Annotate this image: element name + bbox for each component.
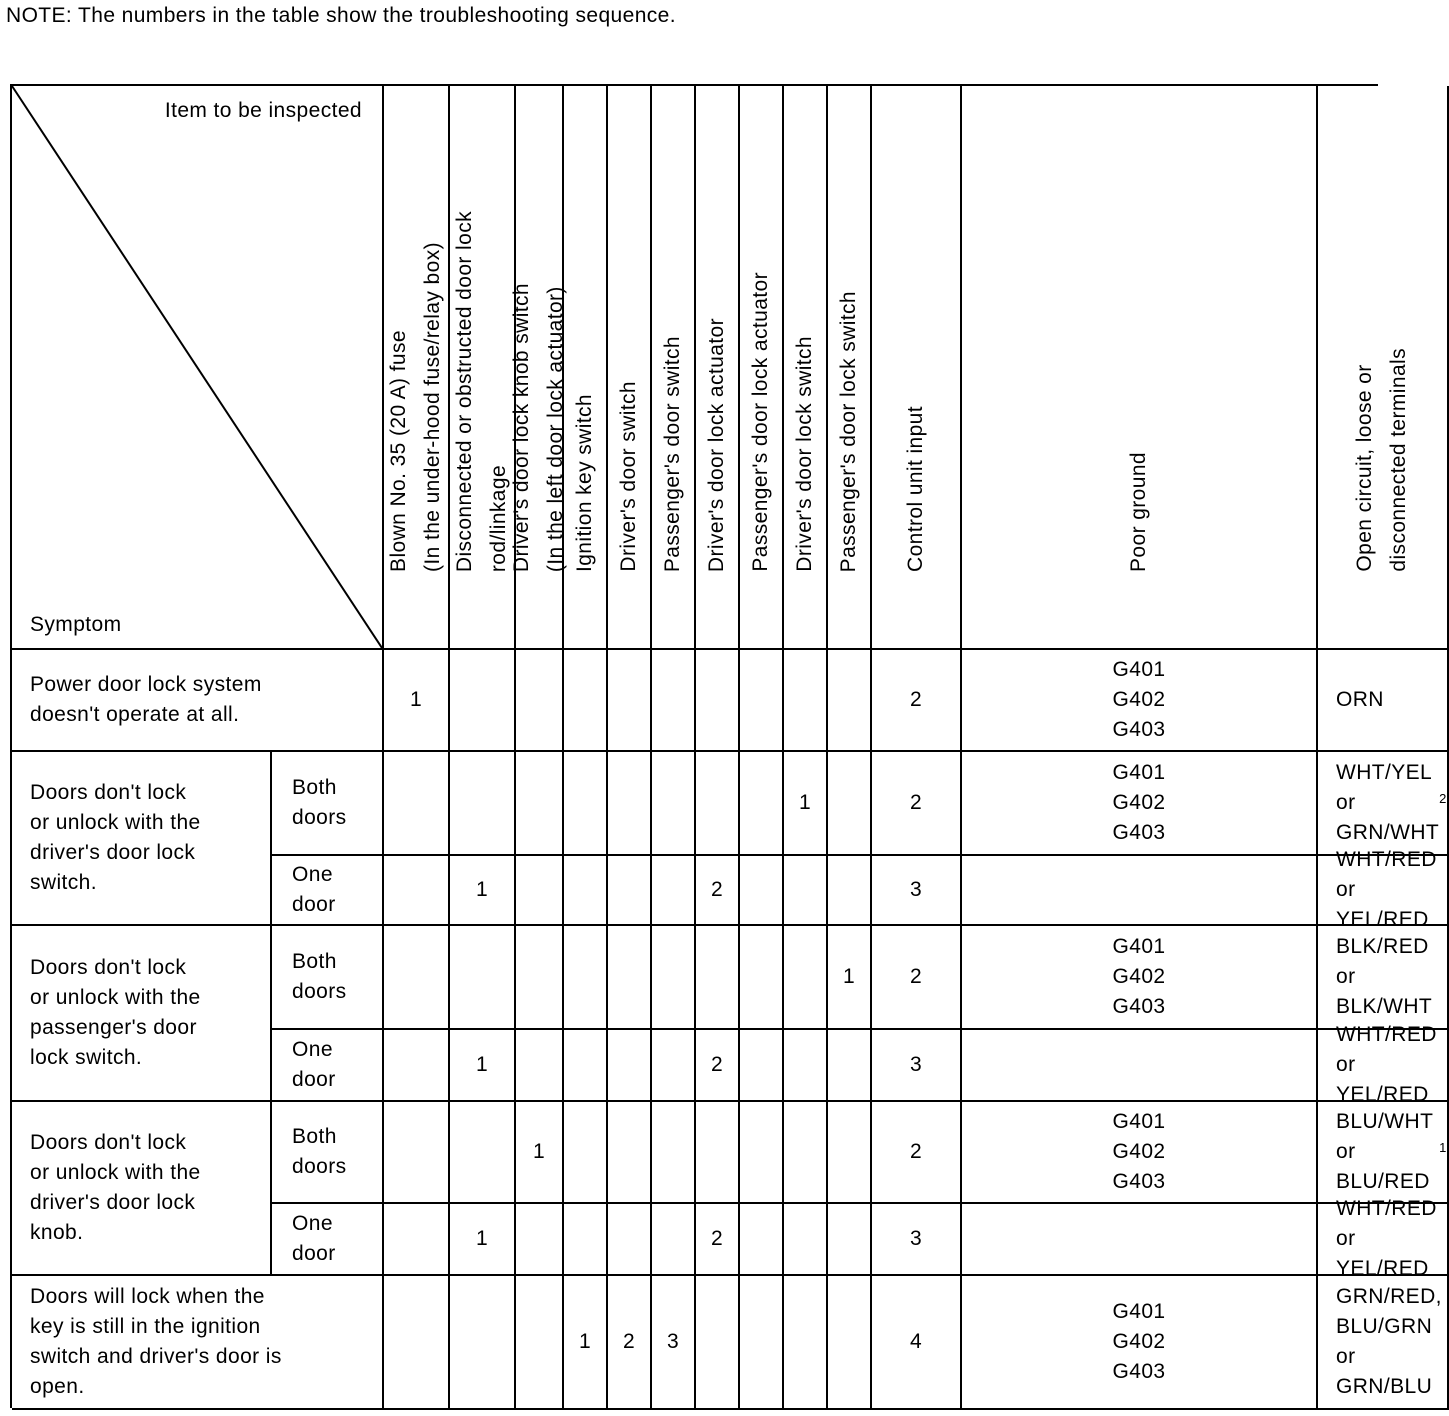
sequence-cell: 1 (450, 856, 516, 926)
sequence-cell: 1 (516, 1102, 564, 1204)
sequence-cell (608, 1102, 652, 1204)
note-text: NOTE: The numbers in the table show the troubleshooting sequence. (6, 4, 676, 27)
poor-ground-cell: G401 G402 G403 (962, 752, 1318, 856)
sequence-cell (828, 752, 872, 856)
sequence-cell (384, 1204, 450, 1276)
sequence-cell (564, 856, 608, 926)
footnote-marker: 1 (1439, 1140, 1447, 1155)
sequence-cell (384, 1030, 450, 1102)
sequence-cell (828, 1204, 872, 1276)
column-header (652, 86, 696, 650)
wire-color-text: GRN/RED, BLU/GRN or GRN/BLU (1336, 1285, 1442, 1398)
sequence-cell (784, 1030, 828, 1102)
column-header (828, 86, 872, 650)
sequence-cell: 1 (828, 926, 872, 1030)
door-scope-cell: One door (272, 1204, 384, 1276)
wire-circuit-cell (1318, 1023, 1449, 1106)
sequence-cell: 2 (696, 856, 740, 926)
symptom-cell: Doors will lock when the key is still in the ignition switch and driver's door is open. (12, 1276, 384, 1410)
symptom-cell: Doors don't lock or unlock with the driver's door lock switch. (12, 752, 272, 926)
sequence-cell (516, 856, 564, 926)
wire-color-text: WHT/RED or YEL/RED (1336, 1197, 1437, 1280)
poor-ground-cell: G401 G402 G403 (962, 926, 1318, 1030)
sequence-cell (784, 650, 828, 752)
sequence-cell (564, 1204, 608, 1276)
sequence-cell (828, 1276, 872, 1410)
column-header (608, 86, 652, 650)
sequence-cell (740, 1276, 784, 1410)
column-header-label: Passenger's door lock actuator (749, 272, 772, 572)
sequence-cell (740, 752, 784, 856)
column-header-label: Ignition key switch (573, 393, 596, 572)
sequence-cell (384, 1276, 450, 1410)
corner-header-cell (12, 86, 384, 650)
column-header (384, 86, 450, 650)
wire-circuit-cell (1318, 752, 1449, 856)
sequence-cell: 1 (784, 752, 828, 856)
sequence-cell (828, 856, 872, 926)
sequence-cell (450, 926, 516, 1030)
sequence-cell (828, 1030, 872, 1102)
sequence-cell (608, 650, 652, 752)
sequence-cell (450, 752, 516, 856)
sequence-cell: 3 (652, 1276, 696, 1410)
sequence-cell: 4 (872, 1276, 962, 1410)
sequence-cell (516, 926, 564, 1030)
symptom-cell: Doors don't lock or unlock with the driver's door lock knob. (12, 1102, 272, 1276)
sequence-cell (652, 926, 696, 1030)
sequence-cell (450, 1102, 516, 1204)
column-header (872, 86, 962, 650)
sequence-cell (384, 752, 450, 856)
sequence-cell (740, 856, 784, 926)
sequence-cell (564, 1102, 608, 1204)
column-header (696, 86, 740, 650)
column-header-label: Passenger's door switch (661, 335, 684, 572)
column-header-label: Blown No. 35 (20 A) fuse (In the under-hood fuse/relay box) (387, 242, 444, 572)
wire-color-text: BLK/RED or BLK/WHT (1336, 935, 1433, 1018)
sequence-cell: 1 (450, 1204, 516, 1276)
sequence-cell (828, 1102, 872, 1204)
sequence-cell: 3 (872, 1204, 962, 1276)
wire-circuit-cell (1318, 926, 1449, 1030)
sequence-cell: 2 (872, 1102, 962, 1204)
poor-ground-cell: G401 G402 G403 (962, 1102, 1318, 1204)
sequence-cell (652, 1204, 696, 1276)
sequence-cell (608, 926, 652, 1030)
sequence-cell: 2 (872, 650, 962, 752)
sequence-cell (784, 1276, 828, 1410)
sequence-cell (608, 1030, 652, 1102)
symptom-cell: Doors don't lock or unlock with the passenger's door lock switch. (12, 926, 272, 1102)
footnote-marker: 2 (1439, 791, 1447, 806)
wire-circuit-cell (1318, 848, 1449, 931)
column-header (740, 86, 784, 650)
poor-ground-cell: G401 G402 G403 (962, 650, 1318, 752)
sequence-cell (450, 650, 516, 752)
sequence-cell (696, 650, 740, 752)
sequence-cell (740, 1204, 784, 1276)
column-header-label: Passenger's door lock switch (837, 290, 860, 572)
sequence-cell (608, 1204, 652, 1276)
wire-color-text: WHT/RED or YEL/RED (1336, 848, 1437, 931)
wire-color-text: WHT/YEL or GRN/WHT (1336, 761, 1440, 844)
sequence-cell (516, 1030, 564, 1102)
sequence-cell: 2 (696, 1204, 740, 1276)
wire-color-text: BLU/WHT or BLU/RED (1336, 1110, 1433, 1193)
sequence-cell (828, 650, 872, 752)
column-header-label: Open circuit, loose or disconnected terminals (1353, 348, 1411, 572)
sequence-cell (384, 926, 450, 1030)
column-header-label: Driver's door lock actuator (705, 317, 728, 572)
diagonal-divider (12, 86, 382, 648)
sequence-cell (652, 1030, 696, 1102)
column-header-label: Disconnected or obstructed door lock rod/linkage (453, 210, 510, 572)
sequence-cell (740, 1102, 784, 1204)
sequence-cell: 1 (384, 650, 450, 752)
sequence-cell (516, 1276, 564, 1410)
sequence-cell (450, 1276, 516, 1410)
door-scope-cell: Both doors (272, 926, 384, 1030)
sequence-cell: 2 (696, 1030, 740, 1102)
column-header (510, 86, 567, 650)
sequence-cell (564, 752, 608, 856)
item-to-be-inspected-label: Item to be inspected (164, 99, 362, 122)
sequence-cell (696, 1102, 740, 1204)
sequence-cell (516, 1204, 564, 1276)
sequence-cell (696, 752, 740, 856)
wire-color-text: ORN (1336, 688, 1384, 711)
sequence-cell (608, 752, 652, 856)
sequence-cell (740, 650, 784, 752)
sequence-cell (696, 926, 740, 1030)
sequence-cell (740, 926, 784, 1030)
column-header-label: Driver's door lock knob switch (In the left door lock actuator) (510, 282, 567, 572)
wire-circuit-cell (1318, 1102, 1449, 1204)
column-header-label: Control unit input (904, 406, 927, 572)
sequence-cell: 3 (872, 856, 962, 926)
door-scope-cell: One door (272, 856, 384, 926)
column-header (1318, 86, 1449, 650)
door-scope-cell: Both doors (272, 752, 384, 856)
column-header-label: Poor ground (1127, 452, 1150, 572)
sequence-cell: 2 (872, 926, 962, 1030)
sequence-cell (516, 650, 564, 752)
column-header-label: Driver's door lock switch (793, 336, 816, 572)
sequence-cell (564, 926, 608, 1030)
wire-circuit-cell (1318, 650, 1449, 752)
symptom-cell: Power door lock system doesn't operate at all. (12, 650, 384, 752)
sequence-cell (384, 1102, 450, 1204)
symptom-label: Symptom (30, 613, 122, 636)
sequence-cell (652, 752, 696, 856)
poor-ground-cell (962, 1204, 1318, 1276)
sequence-cell (384, 856, 450, 926)
sequence-cell (564, 1030, 608, 1102)
sequence-cell (740, 1030, 784, 1102)
poor-ground-cell (962, 856, 1318, 926)
poor-ground-cell: G401 G402 G403 (962, 1276, 1318, 1410)
sequence-cell: 3 (872, 1030, 962, 1102)
sequence-cell (784, 1204, 828, 1276)
wire-circuit-cell (1318, 1276, 1449, 1410)
column-header-label: Driver's door switch (617, 381, 640, 572)
door-scope-cell: One door (272, 1030, 384, 1102)
sequence-cell: 1 (564, 1276, 608, 1410)
sequence-cell (652, 1102, 696, 1204)
poor-ground-cell (962, 1030, 1318, 1102)
wire-color-text: WHT/RED or YEL/RED (1336, 1023, 1437, 1106)
sequence-cell (652, 650, 696, 752)
sequence-cell (784, 926, 828, 1030)
sequence-cell: 2 (872, 752, 962, 856)
sequence-cell (784, 1102, 828, 1204)
sequence-cell (516, 752, 564, 856)
column-header (784, 86, 828, 650)
troubleshooting-table (10, 84, 1447, 1408)
sequence-cell (608, 856, 652, 926)
column-header (962, 86, 1318, 650)
wire-circuit-cell (1318, 1197, 1449, 1280)
door-scope-cell: Both doors (272, 1102, 384, 1204)
sequence-cell (784, 856, 828, 926)
sequence-cell (652, 856, 696, 926)
sequence-cell (696, 1276, 740, 1410)
sequence-cell: 1 (450, 1030, 516, 1102)
sequence-cell: 2 (608, 1276, 652, 1410)
sequence-cell (564, 650, 608, 752)
